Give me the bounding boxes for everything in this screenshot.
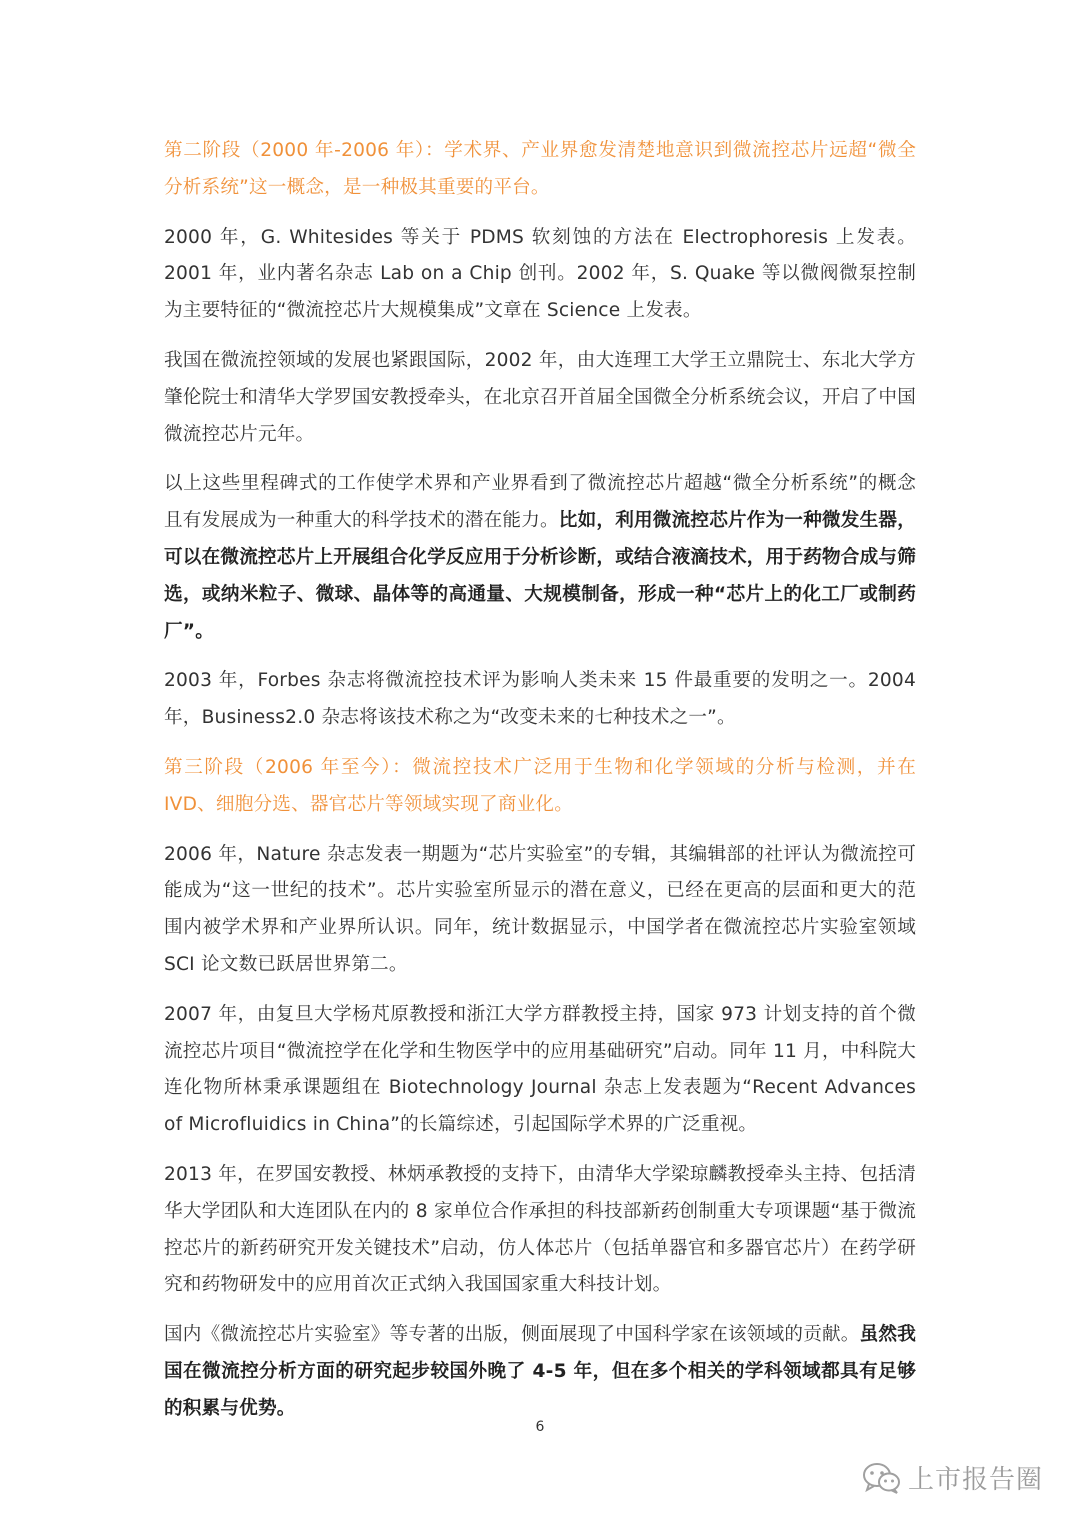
watermark [862, 1459, 1043, 1496]
watermark-text: 上市报告圈 [908, 1465, 1044, 1495]
document-body [164, 133, 916, 1441]
paragraph-bold-text: 虽然我国在微流控分析方面的研究起步较国外晚了 4-5 年，但在多个相关的学科领域都具有足够的积累与优势。 [164, 1324, 916, 1419]
body-paragraph: 2007 年，由复旦大学杨芃原教授和浙江大学方群教授主持，国家 973 计划支持的首个微流控芯片项目“微流控学在化学和生物医学中的应用基础研究”启动。同年 11 月，中科院大连化物所林秉承课题组在 Biotechnology Journal 杂志上发表题为“Recent Advances of Microfluidics in China”的长篇综述，引起国际学术界的广泛重视。 [164, 1003, 916, 1136]
paragraph-bold-text: 比如，利用微流控芯片作为一种微发生器，可以在微流控芯片上开展组合化学反应用于分析诊断，或结合液滴技术，用于药物合成与筛选，或纳米粒子、微球、晶体等的高通量、大规模制备，形成一种“芯片上的化工厂或制药厂”。 [164, 510, 916, 642]
section-heading-stage-2: 第二阶段（2000 年-2006 年）：学术界、产业界愈发清楚地意识到微流控芯片远超“微全分析系统”这一概念，是一种极其重要的平台。 [164, 140, 916, 198]
body-paragraph: 2000 年，G. Whitesides 等关于 PDMS 软刻蚀的方法在 Electrophoresis 上发表。2001 年，业内著名杂志 Lab on a Chip 创刊。2002 年，S. Quake 等以微阀微泵控制为主要特征的“微流控芯片大规模集成”文章在 Science 上发表。 [164, 226, 916, 322]
body-paragraph-emphasis [164, 1317, 916, 1427]
body-paragraph: 我国在微流控领域的发展也紧跟国际，2002 年，由大连理工大学王立鼎院士、东北大学方肇伦院士和清华大学罗国安教授牵头，在北京召开首届全国微全分析系统会议，开启了中国微流控芯片元年。 [164, 349, 916, 445]
page-number: 6 [535, 1419, 545, 1435]
body-paragraph: 2003 年，Forbes 杂志将微流控技术评为影响人类未来 15 件最重要的发明之一。2004 年，Business2.0 杂志将该技术称之为“改变未来的七种技术之一”。 [164, 670, 916, 729]
body-paragraph: 2006 年，Nature 杂志发表一期题为“芯片实验室”的专辑，其编辑部的社评认为微流控可能成为“这一世纪的技术”。芯片实验室所显示的潜在意义，已经在更高的层面和更大的范围内被学术界和产业界所认识。同年，统计数据显示，中国学者在微流控芯片实验室领域 SCI 论文数已跃居世界第二。 [164, 843, 916, 975]
paragraph-text: 以上这些里程碑式的工作使学术界和产业界看到了微流控芯片超越“微全分析系统”的概念且有发展成为一种重大的科学技术的潜在能力。 [164, 473, 916, 532]
body-paragraph: 2013 年，在罗国安教授、林炳承教授的支持下，由清华大学梁琼麟教授牵头主持、包括清华大学团队和大连团队在内的 8 家单位合作承担的科技部新药创制重大专项课题“基于微流控芯片的新药研究开发关键技术”启动，仿人体芯片（包括单器官和多器官芯片）在药学研究和药物研发中的应用首次正式纳入我国国家重大科技计划。 [164, 1163, 916, 1296]
section-heading-stage-3: 第三阶段（2006 年至今）：微流控技术广泛用于生物和化学领域的分析与检测，并在 IVD、细胞分选、器官芯片等领域实现了商业化。 [164, 756, 916, 815]
paragraph-text: 国内《微流控芯片实验室》等专著的出版，侧面展现了中国科学家在该领域的贡献。 [164, 1324, 860, 1346]
wechat-icon [862, 1461, 902, 1495]
body-paragraph-emphasis [164, 466, 916, 650]
